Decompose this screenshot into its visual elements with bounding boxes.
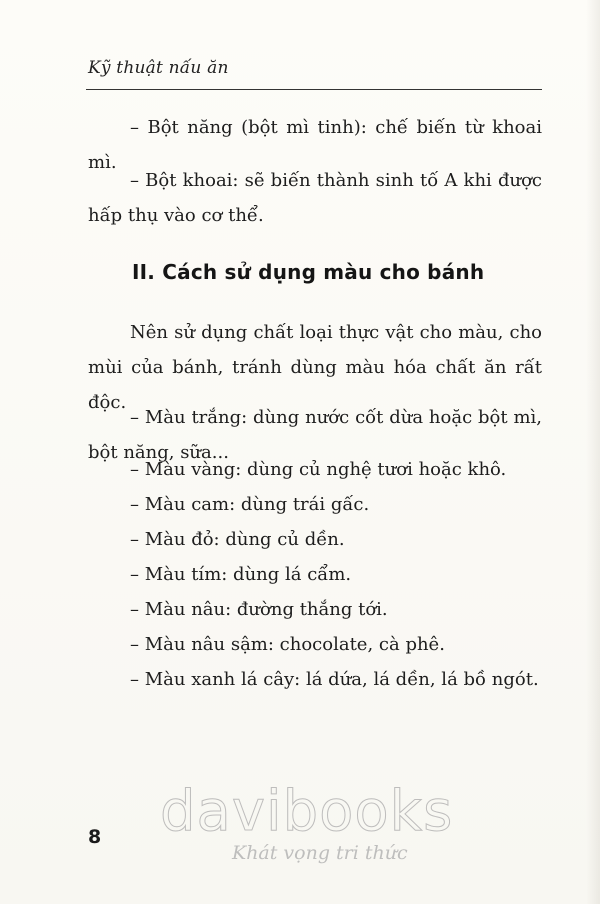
watermark-brand: davibooks [160,779,454,844]
color-item-green: – Màu xanh lá cây: lá dứa, lá dền, lá bồ ngót. [130,669,539,690]
list-item-bot-nang: – Bột năng (bột mì tinh): chế biến từ khoai mì. [88,117,542,173]
header-rule [86,89,542,90]
watermark [160,779,460,872]
color-item-brown: – Màu nâu: đường thắng tới. [130,599,388,620]
color-item-orange: – Màu cam: dùng trái gấc. [130,494,370,515]
color-item-white: – Màu trắng: dùng nước cốt dừa hoặc bột mì, bột năng, sữa... [88,407,542,463]
running-header: Kỹ thuật nấu ăn [88,58,229,78]
color-item-red: – Màu đỏ: dùng củ dền. [130,529,345,550]
watermark-tagline: Khát vọng tri thức [232,842,408,864]
color-item-yellow: – Màu vàng: dùng củ nghệ tươi hoặc khô. [130,459,507,480]
page-edge-shadow [586,0,600,904]
color-item-purple: – Màu tím: dùng lá cẩm. [130,564,352,585]
intro-paragraph: Nên sử dụng chất loại thực vật cho màu, cho mùi của bánh, tránh dùng màu hóa chất ăn rất độc. [88,322,542,413]
page-number: 8 [88,826,102,848]
list-item-bot-khoai: – Bột khoai: sẽ biến thành sinh tố A khi được hấp thụ vào cơ thể. [88,170,542,226]
color-item-dark-brown: – Màu nâu sậm: chocolate, cà phê. [130,634,445,655]
section-heading: II. Cách sử dụng màu cho bánh [132,260,485,284]
